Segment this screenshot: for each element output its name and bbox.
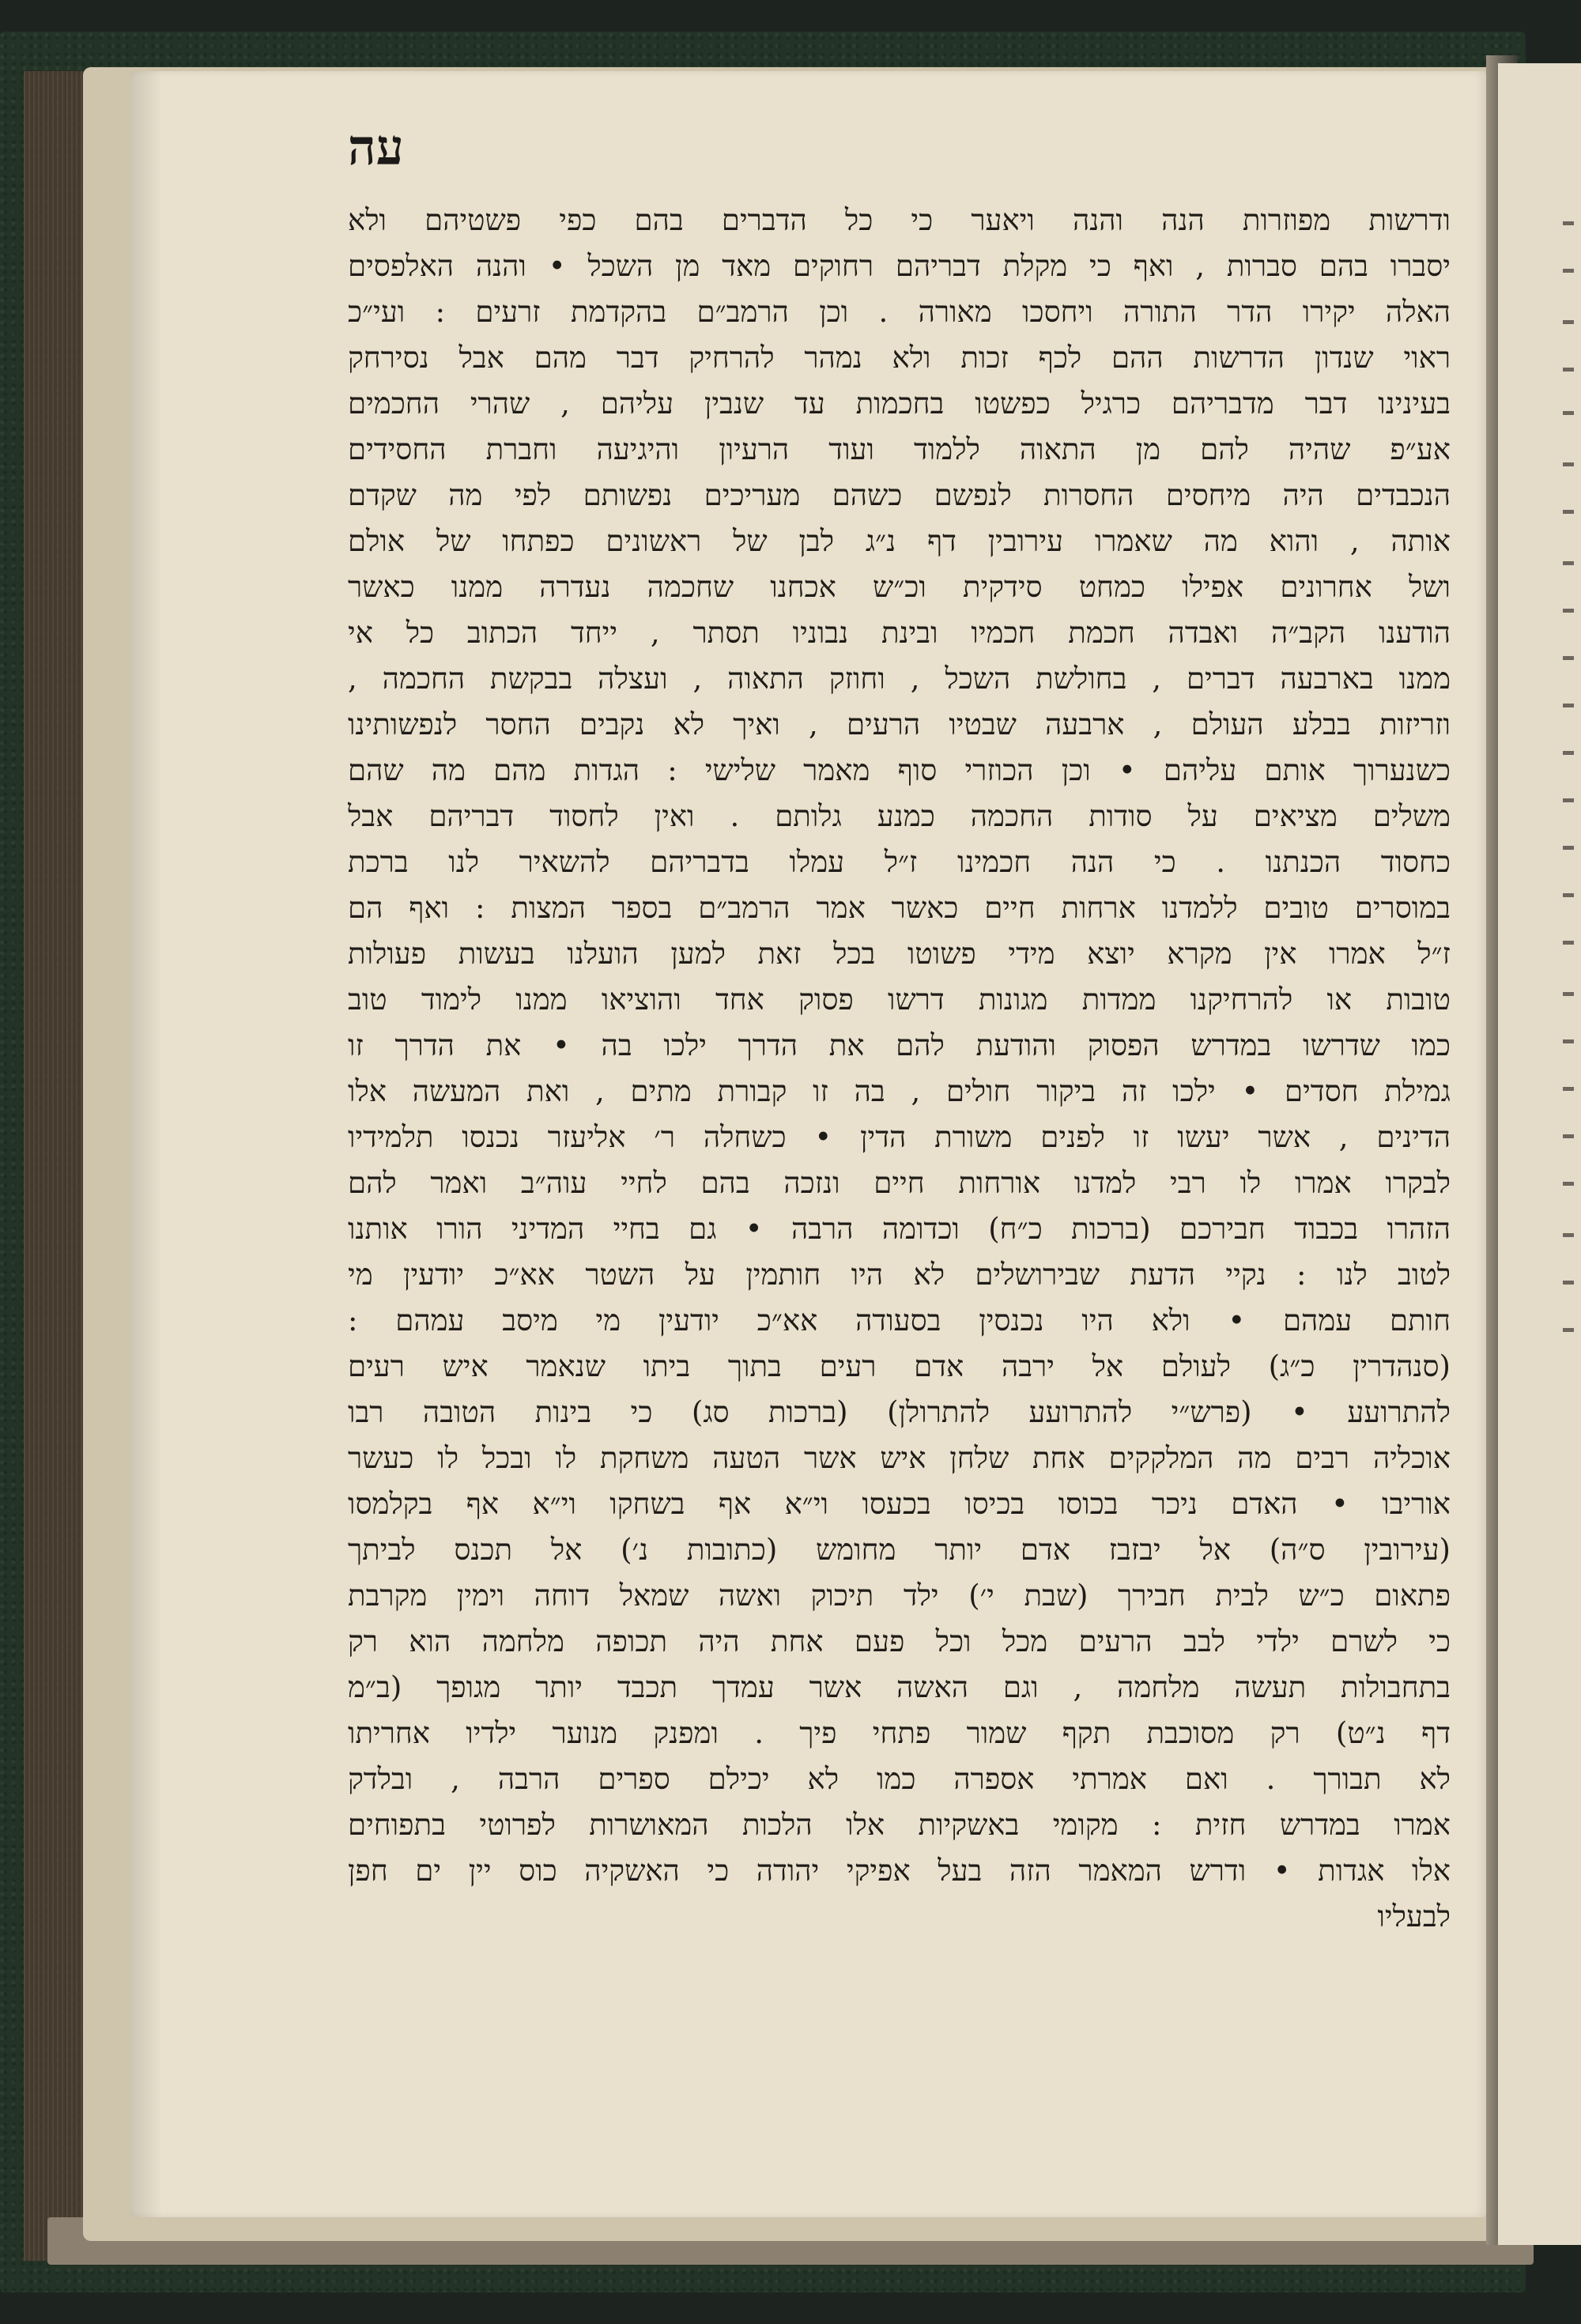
page-text — [348, 198, 1451, 1960]
text-line: כשנערוך אותם עליהם • וכן הכוזרי סוף מאמר שלישי : הגדות מהם מה שהם — [348, 753, 1451, 787]
text-line: יסברו בהם סברות , ואף כי מקלת דבריהם רחוקים מאד מן השכל • והנה האלפסים — [348, 249, 1451, 283]
text-line: הזהרו בכבוד חבירכם (ברכות כ״ח) וכדומה הרבה • גם בחיי המדיני הורו אותנו — [348, 1212, 1451, 1246]
text-line: אמרו במדרש חזית : מקומי באשקיות אלו הלכות המאושרות לפרוטי בתפוחים — [348, 1808, 1451, 1842]
text-line: חותם עמהם • ולא היו נכנסין בסעודה אא״כ יודעין מי מיסב עמהם : — [348, 1303, 1451, 1337]
text-line: להתרועע • (פרש״י להתרועע להתרולן) (ברכות סג) כי בינות הטובה רבו — [348, 1395, 1451, 1429]
text-line: ז״ל אמרו אין מקרא יוצא מידי פשוטו בכל זאת למען הועלנו בעשות פעולות — [348, 937, 1451, 971]
text-line: בעינינו דבר מדבריהם כרגיל כפשטו בחכמות עד שנבין עליהם , שהרי החכמים — [348, 387, 1451, 421]
text-line: ראוי שנדון הדרשות ההם לכף זכות ולא נמהר להרחיק דבר מהם אבל נסירחק — [348, 341, 1451, 375]
page-number: עה — [348, 119, 404, 176]
text-line: ושל אחרונים אפילו כמחט סידקית וכ״ש אכחנו שחכמה נעדרה ממנו כאשר — [348, 570, 1451, 604]
text-line: משלים מציאים על סודות החכמה כמנע גלותם . ואין לחסוד דבריהם אבל — [348, 799, 1451, 833]
text-line: אלו אגדות • ודרש המאמר הזה בעל אפיקי יהודה כי האשקיה כוס יין ים חפן — [348, 1854, 1451, 1888]
text-line: לטוב לנו : נקיי הדעת שבירושלים לא היו חותמין על השטר אא״כ יודעין מי — [348, 1258, 1451, 1292]
text-line: טובות או להרחיקנו ממדות מגונות דרשו פסוק אחד והוציאו ממנו לימוד טוב — [348, 983, 1451, 1017]
text-line: הודענו הקב״ה ואבדה חכמת חכמיו ובינת נבוניו תסתר , ייחד הכתוב כל אי — [348, 616, 1451, 650]
text-line: לבקרו אמרו לו רבי למדנו אורחות חיים ונזכה בהם לחיי עוה״ב ואמר להם — [348, 1166, 1451, 1200]
text-line: וזריזות בבלע העולם , ארבעה שבטיו הרעים , ואיך לא נקבים החסר לנפשותינו — [348, 707, 1451, 741]
text-line: הנכבדים היה מיחסים החסרות לנפשם כשהם מעריכים נפשותם לפי מה שקדם — [348, 478, 1451, 512]
text-line: גמילת חסדים • ילכו זה ביקור חולים , בה זו קבורת מתים , ואת המעשה אלו — [348, 1074, 1451, 1108]
text-line: לבעליו — [1377, 1900, 1451, 1934]
text-line: (עירובין ס״ה) אל יבזבז אדם יותר מחומש (כתובות נ׳) אל תכנס לביתך — [348, 1533, 1451, 1567]
text-line: ודרשות מפוזרות הנה והנה ויאער כי כל הדברים בהם כפי פשטיהם ולא — [348, 203, 1451, 237]
text-line: פתאום כ״ש לבית חבירך (שבת י׳) ילד תיכוק ואשה שמאל דוחה וימין מקרבת — [348, 1579, 1451, 1613]
text-line: אוכליה רבים מה המלקקים אחת שלחן איש אשר הטעה משחקת לו ובכל לו כעשר — [348, 1441, 1451, 1475]
text-line: ממנו בארבעה דברים , בחולשת השכל , וחוזק התאוה , ועצלה בבקשת החכמה , — [348, 662, 1451, 696]
facing-page-text-edge — [1553, 213, 1577, 1794]
text-line: כחסוד הכנתנו . כי הנה חכמינו ז״ל עמלו בדבריהם להשאיר לנו ברכת — [348, 845, 1451, 879]
text-line: בתחבולות תעשה מלחמה , וגם האשה אשר עמדך תכבד יותר מגופך (ב״מ — [348, 1670, 1451, 1704]
text-line: במוסרים טובים ללמדנו ארחות חיים כאשר אמר הרמב״ם בספר המצות : ואף הם — [348, 891, 1451, 925]
text-line: אותה , והוא מה שאמרו עירובין דף נ״ג לבן של ראשונים כפתחו של אולם — [348, 524, 1451, 558]
text-line: לא תבורך . ואם אמרתי אספרה כמו לא יכילם ספרים הרבה , ובלדק — [348, 1762, 1451, 1796]
text-line: כמו שדרשו במדרש הפסוק והודעת להם את הדרך ילכו בה • את הדרך זו — [348, 1028, 1451, 1062]
text-line: (סנהדרין כ״ג) לעולם אל ירבה אדם רעים בתוך ביתו שנאמר איש רעים — [348, 1349, 1451, 1383]
text-line: האלה יקירו הדר התורה ויחסכו מאורה . וכן הרמב״ם בהקדמת זרעים : ועי״כ — [348, 295, 1451, 329]
text-line: אוריבו • האדם ניכר בכוסו בכיסו בכעסו וי״א אף בשחקו וי״א אף בקלמסו — [348, 1487, 1451, 1521]
text-line: הדינים , אשר יעשו זו לפנים משורת הדין • כשחלה ר׳ אליעזר נכנסו תלמידיו — [348, 1120, 1451, 1154]
text-line: אע״פ שהיה להם מן התאוה ללמוד ועוד הרעיון והיגיעה וחברת החסידים — [348, 432, 1451, 466]
text-line: כי לשרם ילדי לבב הרעים מכל וכל פעם אחת היה תכופה מלחמה הוא רק — [348, 1624, 1451, 1658]
text-line: דף נ״ט) רק מסוכבת תקף שמור פתחי פיך . ומפנק מנוער ילדיו אחריתו — [348, 1716, 1451, 1750]
